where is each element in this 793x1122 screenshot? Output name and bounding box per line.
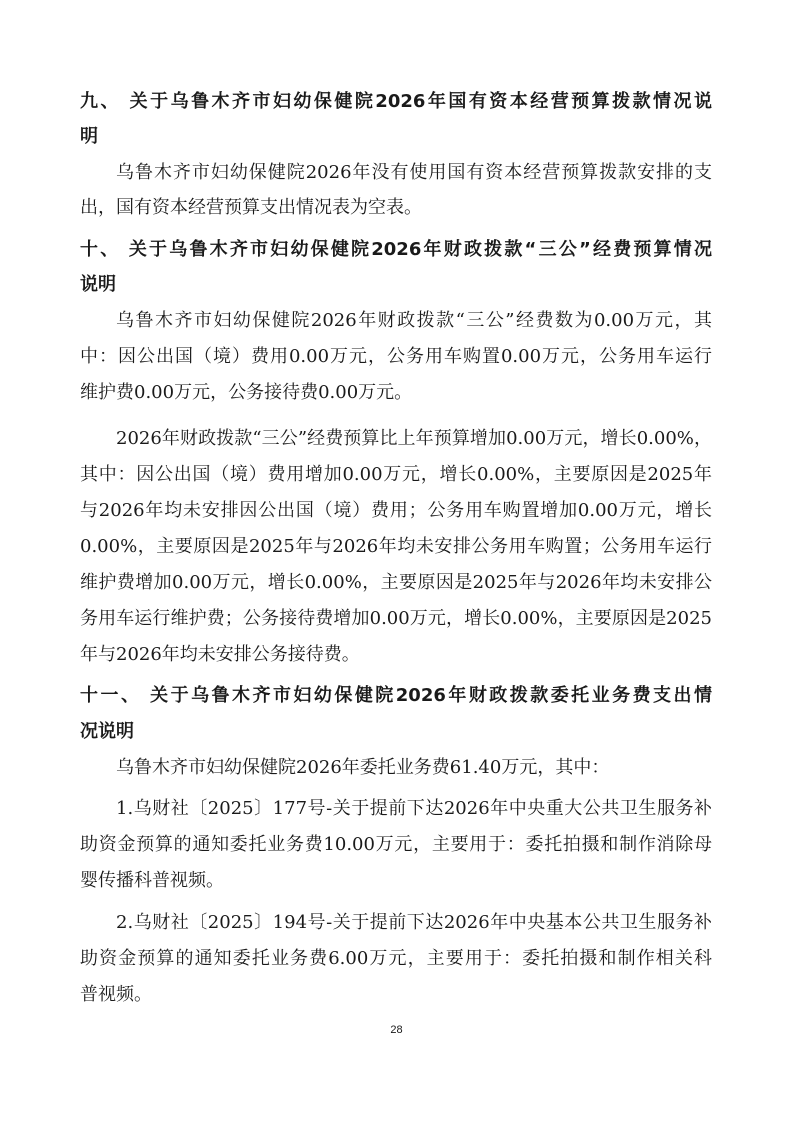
paragraph-line: 年与2026年均未安排公务接待费。 (80, 644, 360, 665)
paragraph-line: 2026年财政拨款“三公”经费预算比上年预算增加0.00万元，增长0.00%， (116, 428, 712, 449)
paragraph-line: 2.乌财社〔2025〕194号-关于提前下达2026年中央基本公共卫生服务补 (116, 912, 712, 933)
section-heading: 十一、 关于乌鲁木齐市妇幼保健院2026年财政拨款委托业务费支出情 (80, 685, 712, 706)
section-heading: 九、 关于乌鲁木齐市妇幼保健院2026年国有资本经营预算拨款情况说 (80, 91, 712, 112)
paragraph-line: 0.00%，主要原因是2025年与2026年均未安排公务用车购置；公务用车运行 (80, 536, 712, 557)
section-heading: 说明 (80, 274, 116, 295)
paragraph-line: 中：因公出国（境）费用0.00万元，公务用车购置0.00万元，公务用车运行 (80, 346, 712, 367)
paragraph-line: 维护费0.00万元，公务接待费0.00万元。 (80, 382, 413, 403)
paragraph-line: 普视频。 (80, 984, 152, 1005)
paragraph-line: 与2026年均未安排因公出国（境）费用；公务用车购置增加0.00万元，增长 (80, 500, 712, 521)
paragraph-line: 助资金预算的通知委托业务费10.00万元，主要用于：委托拍摄和制作消除母 (80, 834, 712, 855)
section-heading: 十、 关于乌鲁木齐市妇幼保健院2026年财政拨款“三公”经费预算情况 (80, 239, 712, 260)
paragraph-line: 1.乌财社〔2025〕177号-关于提前下达2026年中央重大公共卫生服务补 (116, 798, 712, 819)
paragraph-line: 其中：因公出国（境）费用增加0.00万元，增长0.00%，主要原因是2025年 (80, 464, 712, 485)
section-heading: 况说明 (80, 721, 134, 742)
paragraph-line: 务用车运行维护费；公务接待费增加0.00万元，增长0.00%，主要原因是2025 (80, 608, 712, 629)
paragraph-line: 出，国有资本经营预算支出情况表为空表。 (80, 197, 422, 218)
paragraph-line: 乌鲁木齐市妇幼保健院2026年财政拨款“三公”经费数为0.00万元，其 (116, 310, 712, 331)
paragraph-line: 乌鲁木齐市妇幼保健院2026年没有使用国有资本经营预算拨款安排的支 (116, 162, 712, 183)
paragraph-line: 婴传播科普视频。 (80, 870, 224, 891)
page-number: 28 (390, 1024, 403, 1036)
section-heading: 明 (80, 126, 98, 147)
paragraph-line: 维护费增加0.00万元，增长0.00%，主要原因是2025年与2026年均未安排公 (80, 572, 712, 593)
paragraph-line: 助资金预算的通知委托业务费6.00万元，主要用于：委托拍摄和制作相关科 (80, 948, 712, 969)
paragraph-line: 乌鲁木齐市妇幼保健院2026年委托业务费61.40万元，其中： (116, 757, 610, 778)
